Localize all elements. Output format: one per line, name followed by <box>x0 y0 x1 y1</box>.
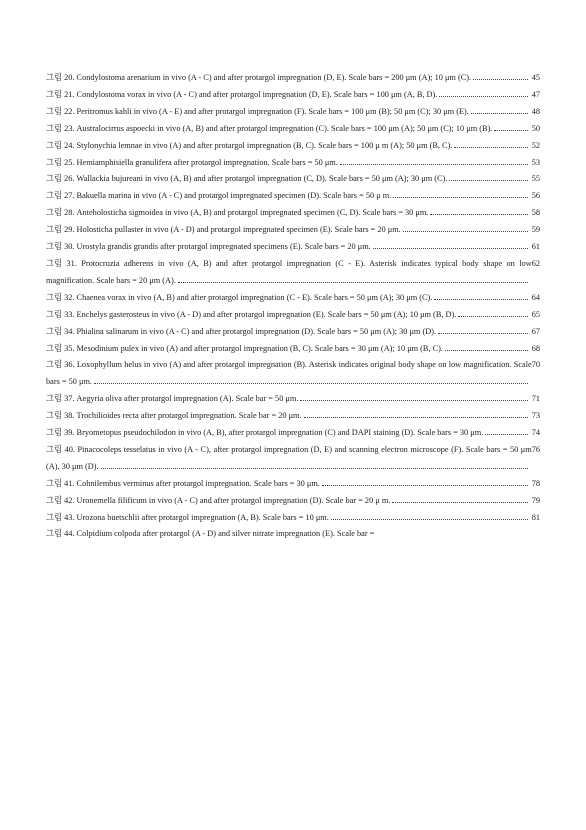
entry-page-number: 79 <box>531 495 540 505</box>
entry-page-number: 68 <box>531 343 540 353</box>
dot-leader <box>373 248 528 249</box>
entry-page-number: 74 <box>531 428 540 438</box>
entry-page-number: 61 <box>531 242 540 252</box>
entry-caption: 그림 34. Phialina salinarum in vivo (A - C) and after protargol impregnation (D). Scale bars = 50 μm (A); 30 μm (D). <box>46 326 437 336</box>
figure-list-entry[interactable] <box>46 256 540 290</box>
entry-caption: 그림 23. Australocirrus aspoecki in vivo (A, B) and after protargol impregnation (C). Scale bars = 100 μm (A); 50 μm (C); 10 μm (B). <box>46 123 493 133</box>
entry-caption: 그림 20. Condylostoma arenarium in vivo (A - C) and after protargol impregnation (D, E). Scale bars = 200 μm (A); 10 μm (C). <box>46 73 472 82</box>
dot-leader <box>471 113 528 114</box>
figure-list-entry[interactable] <box>46 104 540 121</box>
entry-page-number: 81 <box>531 512 540 522</box>
figure-list-entry[interactable] <box>46 324 540 341</box>
entry-caption: 그림 41. Cohnilembus verminus after protargol impregnation. Scale bars = 30 μm. <box>46 478 320 488</box>
entry-caption: 그림 27. Bakuella marina in vivo (A - C) and protargol impregnated specimen (D). Scale bars = 50 μ m. <box>46 191 392 201</box>
figure-list-entry[interactable] <box>46 222 540 239</box>
dot-leader <box>340 164 528 165</box>
entry-caption: 그림 40. Pinacocoleps tesselatus in vivo (A - C), after protargol impregnation (D, E) and scanning electron microscope (F). Scale bars = 50 μm (A), 30 μm (D). <box>46 444 532 471</box>
entry-caption: 그림 24. Stylonychia lemnae in vivo (A) and after protargol impregnation (B, C). Scale bars = 100 μ m (A); 50 μm (B, C). <box>46 140 453 150</box>
figure-list-entry[interactable] <box>46 188 540 205</box>
entry-caption: 그림 42. Uronemella filificum in vivo (A - C) and after protargol impregnation (D). Scale bar = 20 μ m. <box>46 495 391 505</box>
entry-page-number: 67 <box>531 326 540 336</box>
entry-caption: 그림 37. Aegyria oliva after protargol impregnation (A). Scale bar = 50 μm. <box>46 394 299 404</box>
entry-page-number: 56 <box>531 191 540 201</box>
entry-caption: 그림 28. Anteholosticha sigmoidea in vivo (A, B) and protargol impregnated specimen (C, D). Scale bars = 30 μm. <box>46 208 429 218</box>
entry-caption: 그림 26. Wallackia bujureani in vivo (A, B) and after protargol impregnation (C, D). Scale bars = 50 μm (A); 30 μm (C). <box>46 174 448 184</box>
entry-page-number: 71 <box>531 394 540 404</box>
figure-list-entry[interactable] <box>46 290 540 307</box>
figure-list-entry[interactable] <box>46 138 540 155</box>
entry-caption: 그림 21. Condylostoma vorax in vivo (A - C) and after protargol impregnation (D, E). Scale bars = 100 μm (A, B, D). <box>46 89 438 99</box>
dot-leader <box>473 79 528 80</box>
entry-page-number: 62 <box>531 258 540 268</box>
dot-leader <box>494 130 527 131</box>
figure-list-entry[interactable] <box>46 87 540 104</box>
dot-leader <box>438 333 528 334</box>
entry-page-number: 48 <box>531 106 540 116</box>
figure-list-entry[interactable] <box>46 442 540 476</box>
dot-leader <box>445 350 528 351</box>
entry-caption: 그림 33. Enchelys gasterosteus in vivo (A - D) and after protargol impregnation (E). Scale bars = 50 μm (A); 10 μm (B, D). <box>46 309 457 319</box>
dot-leader <box>331 519 528 520</box>
dot-leader <box>458 316 527 317</box>
figure-list-entry[interactable] <box>46 526 540 543</box>
dot-leader <box>94 383 528 384</box>
entry-caption: 그림 25. Hemiamphisiella granulifera after protargol impregnation. Scale bars = 50 μm. <box>46 157 338 167</box>
dot-leader <box>403 231 528 232</box>
entry-page-number: 53 <box>531 157 540 167</box>
dot-leader <box>300 400 527 401</box>
entry-caption: 그림 44. Colpidium colpoda after protargol (A - D) and silver nitrate impregnation (E). Scale bar = <box>46 529 375 539</box>
figure-list-entry[interactable] <box>46 171 540 188</box>
entry-caption: 그림 35. Mesodinium pulex in vivo (A) and after protargol impregnation (B, C). Scale bars = 30 μm (A); 10 μm (B, C). <box>46 343 443 353</box>
entry-caption: 그림 29. Holosticha pullaster in vivo (A - D) and protargol impregnated specimen (E). Scale bars = 20 μm. <box>46 225 401 235</box>
figure-list-entry[interactable] <box>46 425 540 442</box>
entry-page-number: 70 <box>531 360 540 370</box>
entry-page-number: 58 <box>531 208 540 218</box>
entry-caption: 그림 22. Peritromus kahli in vivo (A - E) and after protargol impregnation (F). Scale bars = 100 μm (B); 50 μm (C); 30 μm (E). <box>46 106 469 116</box>
figure-list-entry[interactable] <box>46 205 540 222</box>
dot-leader <box>178 282 528 283</box>
entry-caption: 그림 38. Trochilioides recta after protargol impregnation. Scale bar = 20 μm. <box>46 411 302 421</box>
figure-list-entry[interactable] <box>46 239 540 256</box>
entry-page-number: 78 <box>531 478 540 488</box>
dot-leader <box>322 485 528 486</box>
entry-page-number: 65 <box>531 309 540 319</box>
figure-list-entry[interactable] <box>46 341 540 358</box>
entry-page-number: 64 <box>531 292 540 302</box>
entry-caption: 그림 43. Urozona buetschlii after protargol impregnation (A, B). Scale bars = 10 μm. <box>46 512 329 522</box>
figure-list-entry[interactable] <box>46 391 540 408</box>
figure-list-entry[interactable] <box>46 357 540 391</box>
entry-caption: 그림 39. Bryometopus pseudochilodon in vivo (A, B), after protargol impregnation (C) and DAPI staining (D). Scale bars = 30 μm. <box>46 428 484 438</box>
entry-caption: 그림 32. Chaenea vorax in vivo (A, B) and after protargol impregnation (C - E). Scale bars = 50 μm (A); 30 μm (C). <box>46 292 433 302</box>
figure-list-entry[interactable] <box>46 70 540 87</box>
dot-leader <box>449 180 527 181</box>
dot-leader <box>439 96 527 97</box>
entry-page-number: 52 <box>531 140 540 150</box>
dot-leader <box>434 299 527 300</box>
figure-list-entry[interactable] <box>46 493 540 510</box>
entry-page-number: 73 <box>531 411 540 421</box>
entry-caption: 그림 30. Urostyla grandis grandis after protargol impregnated specimens (E). Scale bars = 20 μm. <box>46 242 371 252</box>
figure-list-entry[interactable] <box>46 121 540 138</box>
figure-list-entry[interactable] <box>46 408 540 425</box>
entry-page-number: 47 <box>531 89 540 99</box>
entry-caption: 그림 36. Loxophyllum helus in vivo (A) and after protargol impregnation (B). Asterisk indicates original body shape on low magnification. Scale bars = 50 μm. <box>46 360 532 387</box>
dot-leader <box>101 468 528 469</box>
entry-page-number: 45 <box>531 73 540 82</box>
figure-list-entry[interactable] <box>46 155 540 172</box>
dot-leader <box>485 434 527 435</box>
dot-leader <box>393 197 527 198</box>
figure-list-entry[interactable] <box>46 510 540 527</box>
dot-leader <box>304 417 528 418</box>
dot-leader <box>454 147 527 148</box>
entry-page-number: 55 <box>531 174 540 184</box>
dot-leader <box>392 502 527 503</box>
figure-list-entry[interactable] <box>46 476 540 493</box>
entry-page-number: 50 <box>531 123 540 133</box>
entry-page-number: 76 <box>531 444 540 454</box>
entry-page-number: 59 <box>531 225 540 235</box>
dot-leader <box>430 214 527 215</box>
figure-list-entry[interactable] <box>46 307 540 324</box>
entry-caption: 그림 31. Protocruzia adherens in vivo (A, B) and after protargol impregnation (C - E). Asterisk indicates typical body shape on low magnification. Scale bars = 20 μm (A). <box>46 258 532 285</box>
figure-list <box>46 70 540 543</box>
